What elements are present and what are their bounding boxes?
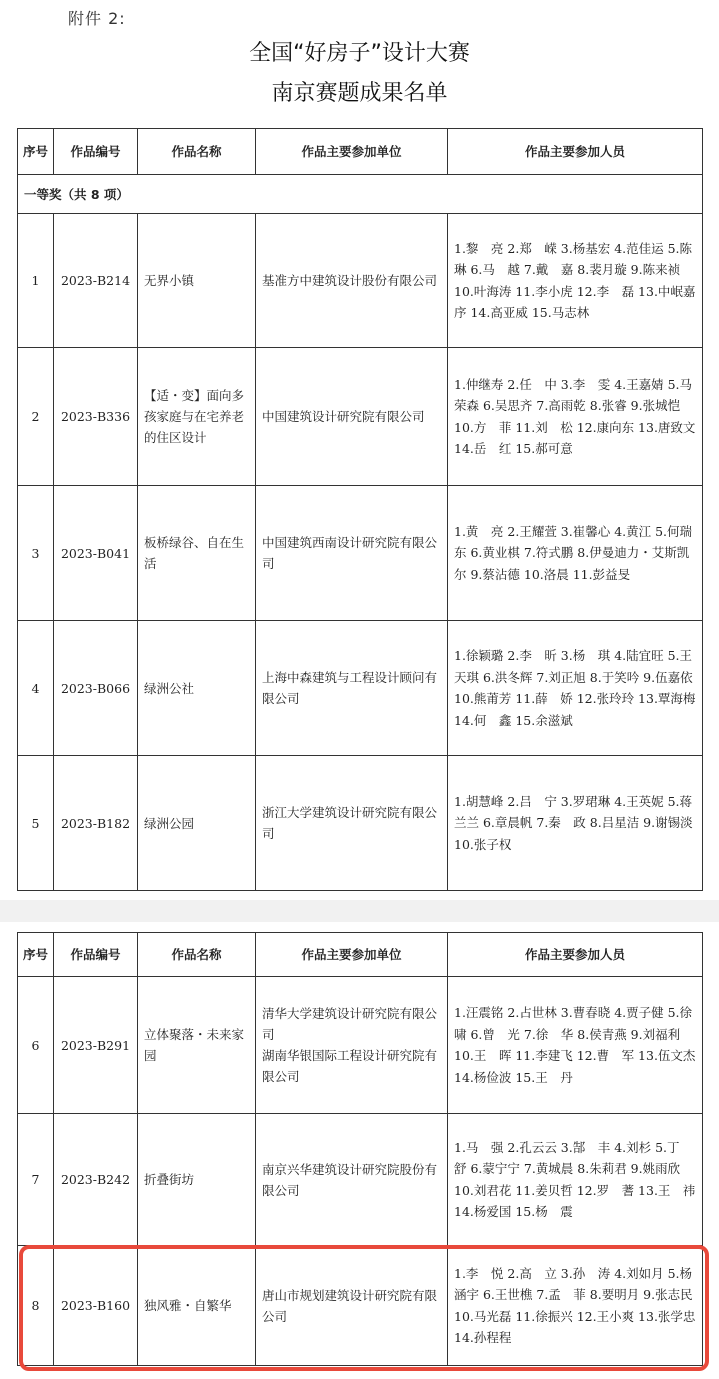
cell-name: 立体聚落・未来家园 bbox=[138, 977, 256, 1114]
header-seq: 序号 bbox=[18, 129, 54, 175]
table-row bbox=[18, 756, 703, 891]
table-row-highlighted bbox=[18, 1246, 703, 1366]
header-people: 作品主要参加人员 bbox=[448, 933, 703, 977]
annex-label: 附件 2: bbox=[68, 9, 126, 28]
header-people: 作品主要参加人员 bbox=[448, 129, 703, 175]
cell-people: 1.黄 亮 2.王耀萱 3.崔馨心 4.黄江 5.何瑞东 6.黄业棋 7.符式鹏 8.伊曼迪力・艾斯凯尔 9.蔡沾德 10.洛晨 11.彭益旻 bbox=[448, 486, 703, 621]
cell-name: 绿洲公园 bbox=[138, 756, 256, 891]
cell-code: 2023-B066 bbox=[54, 621, 138, 756]
cell-name: 无界小镇 bbox=[138, 214, 256, 348]
cell-people: 1.徐颖璐 2.李 昕 3.杨 琪 4.陆宜旺 5.王天琪 6.洪冬辉 7.刘正旭 8.于笑吟 9.伍嘉依 10.熊莆芳 11.薛 娇 12.张玲玲 13.覃海梅 14.何 鑫 15.余滋斌 bbox=[448, 621, 703, 756]
results-table-page1 bbox=[17, 128, 703, 891]
cell-seq: 7 bbox=[18, 1114, 54, 1246]
header-seq: 序号 bbox=[18, 933, 54, 977]
cell-name: 绿洲公社 bbox=[138, 621, 256, 756]
cell-unit: 唐山市规划建筑设计研究院有限公司 bbox=[256, 1246, 448, 1366]
table-row bbox=[18, 348, 703, 486]
cell-unit: 清华大学建筑设计研究院有限公司 湖南华银国际工程设计研究院有限公司 bbox=[256, 977, 448, 1114]
cell-code: 2023-B160 bbox=[54, 1246, 138, 1366]
group-label: 一等奖（共 8 项） bbox=[18, 175, 703, 214]
table-header-row bbox=[18, 933, 703, 977]
cell-unit: 上海中森建筑与工程设计顾问有限公司 bbox=[256, 621, 448, 756]
header-unit: 作品主要参加单位 bbox=[256, 933, 448, 977]
cell-seq: 4 bbox=[18, 621, 54, 756]
cell-seq: 5 bbox=[18, 756, 54, 891]
cell-unit: 基准方中建筑设计股份有限公司 bbox=[256, 214, 448, 348]
header-code: 作品编号 bbox=[54, 129, 138, 175]
cell-name: 板桥绿谷、自在生活 bbox=[138, 486, 256, 621]
cell-people: 1.汪震铭 2.占世林 3.曹春晓 4.贾子健 5.徐 啸 6.曾 光 7.徐 华 8.侯青燕 9.刘福利 10.王 晖 11.李建飞 12.曹 军 13.伍文杰 14.杨俭波 15.王 丹 bbox=[448, 977, 703, 1114]
table-row bbox=[18, 621, 703, 756]
cell-people: 1.黎 亮 2.郑 嵘 3.杨基宏 4.范佳运 5.陈 琳 6.马 越 7.戴 嘉 8.裴月璇 9.陈来祯 10.叶海涛 11.李小虎 12.李 磊 13.中岷嘉序 14.高亚威 15.马志林 bbox=[448, 214, 703, 348]
cell-code: 2023-B242 bbox=[54, 1114, 138, 1246]
cell-unit: 中国建筑设计研究院有限公司 bbox=[256, 348, 448, 486]
table-row bbox=[18, 977, 703, 1114]
cell-code: 2023-B291 bbox=[54, 977, 138, 1114]
cell-code: 2023-B182 bbox=[54, 756, 138, 891]
cell-seq: 3 bbox=[18, 486, 54, 621]
document-title: 全国“好房子”设计大赛 bbox=[249, 41, 470, 66]
cell-name: 独风雅・自繁华 bbox=[138, 1246, 256, 1366]
cell-name: 【适・变】面向多孩家庭与在宅养老的住区设计 bbox=[138, 348, 256, 486]
cell-people: 1.马 强 2.孔云云 3.郜 丰 4.刘杉 5.丁 舒 6.蒙宁宁 7.黄城晨 8.朱莉君 9.姚雨欣 10.刘君花 11.姜贝哲 12.罗 蓍 13.王 祎 14.杨爱国 15.杨 震 bbox=[448, 1114, 703, 1246]
cell-unit: 中国建筑西南设计研究院有限公司 bbox=[256, 486, 448, 621]
table-header-row bbox=[18, 129, 703, 175]
cell-seq: 6 bbox=[18, 977, 54, 1114]
cell-code: 2023-B336 bbox=[54, 348, 138, 486]
cell-seq: 1 bbox=[18, 214, 54, 348]
cell-code: 2023-B041 bbox=[54, 486, 138, 621]
header-name: 作品名称 bbox=[138, 129, 256, 175]
cell-people: 1.李 悦 2.高 立 3.孙 涛 4.刘如月 5.杨涵宇 6.王世樵 7.孟 菲 8.要明月 9.张志民 10.马光磊 11.徐振兴 12.王小爽 13.张学忠 14.孙程程 bbox=[448, 1246, 703, 1366]
cell-seq: 8 bbox=[18, 1246, 54, 1366]
document-subtitle: 南京赛题成果名单 bbox=[271, 81, 448, 106]
cell-people: 1.仲继寿 2.任 中 3.李 雯 4.王嘉婧 5.马荣森 6.吴思齐 7.高雨乾 8.张睿 9.张城恺 10.方 菲 11.刘 松 12.康向东 13.唐致文 14.岳 红 15.郝可意 bbox=[448, 348, 703, 486]
table-row bbox=[18, 214, 703, 348]
cell-name: 折叠街坊 bbox=[138, 1114, 256, 1246]
cell-unit: 南京兴华建筑设计研究院股份有限公司 bbox=[256, 1114, 448, 1246]
group-row bbox=[18, 175, 703, 214]
cell-seq: 2 bbox=[18, 348, 54, 486]
page-gap bbox=[0, 900, 719, 922]
header-code: 作品编号 bbox=[54, 933, 138, 977]
cell-unit: 浙江大学建筑设计研究院有限公司 bbox=[256, 756, 448, 891]
cell-code: 2023-B214 bbox=[54, 214, 138, 348]
results-table-page2 bbox=[17, 932, 703, 1366]
table-row bbox=[18, 1114, 703, 1246]
cell-people: 1.胡慧峰 2.吕 宁 3.罗珺琳 4.王英妮 5.蒋兰兰 6.章晨帆 7.秦 政 8.吕星洁 9.谢锡淡 10.张子权 bbox=[448, 756, 703, 891]
header-unit: 作品主要参加单位 bbox=[256, 129, 448, 175]
header-name: 作品名称 bbox=[138, 933, 256, 977]
table-row bbox=[18, 486, 703, 621]
